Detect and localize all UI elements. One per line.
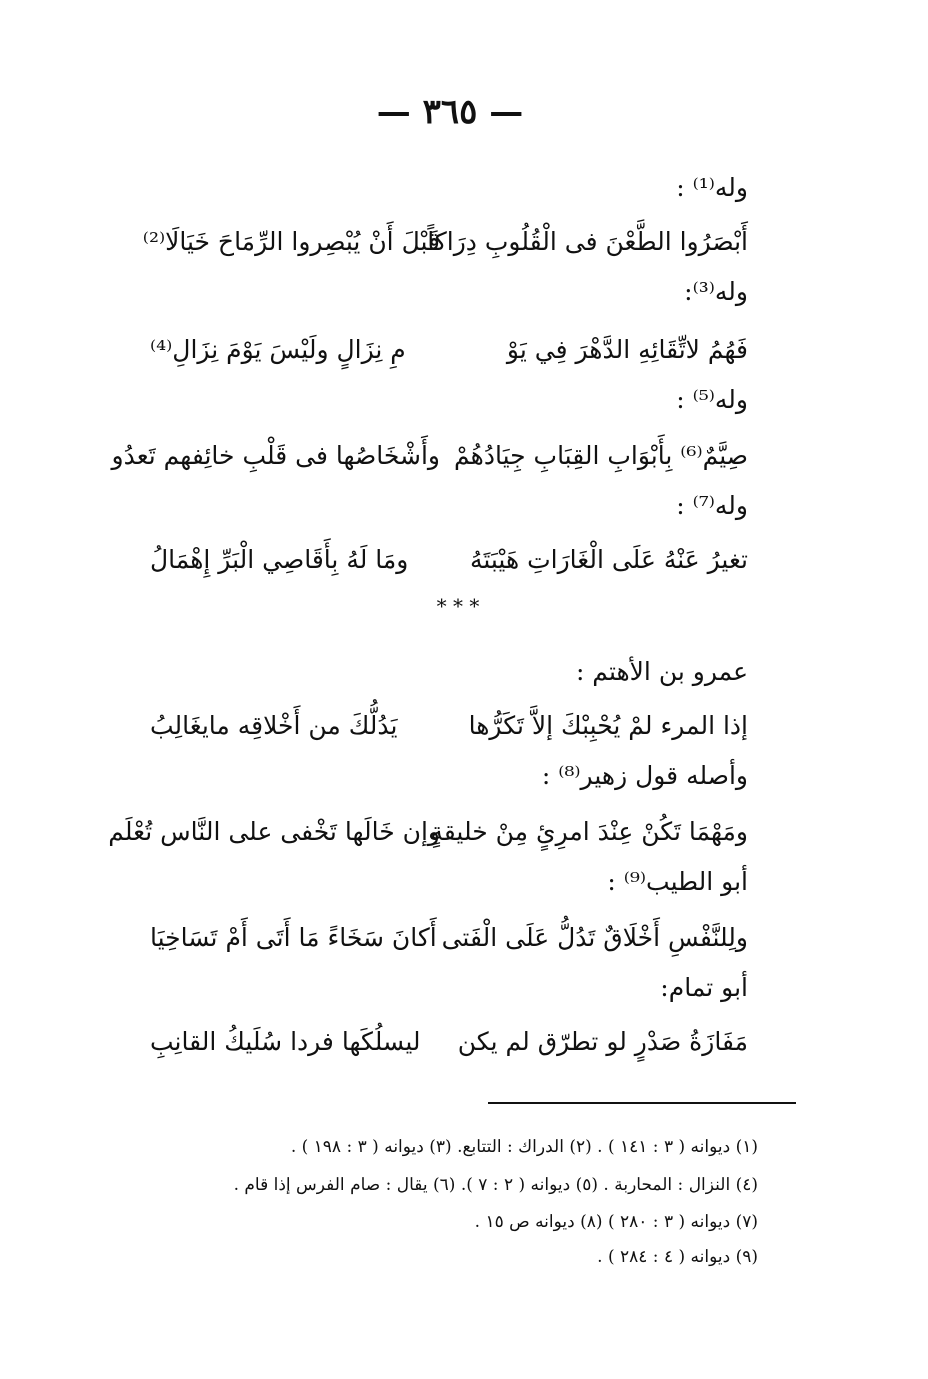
footnote-line: (٩) ديوانه ( ٤ : ٢٨٤ ) . xyxy=(597,1247,758,1267)
verse-second-hemistich: أَكانَ سَخَاءً مَا أَتَى أَمْ تَسَاخِيَا xyxy=(150,923,437,952)
verse-second-hemistich: وأَشْخَاصُها فى قَلْبِ خائِفهم تَعدُو xyxy=(111,441,440,470)
poet-heading: وله⁽⁵⁾ : xyxy=(676,385,748,414)
verse-second-hemistich: وإن خَالَها تَخْفى على النَّاس تُعْلَم xyxy=(108,817,440,846)
verse-second-hemistich: ليسلُكَها فردا سُلَيكُ القانِبِ xyxy=(150,1027,421,1056)
footnote-divider xyxy=(488,1102,796,1104)
footnote-line: (١) ديوانه ( ٣ : ١٤١ ) . (٢) الدراك : التتابع. (٣) ديوانه ( ٣ : ١٩٨ ) . xyxy=(290,1137,758,1157)
poet-heading: وله⁽³⁾: xyxy=(684,277,748,306)
poet-heading: وأصله قول زهير⁽⁸⁾ : xyxy=(541,761,748,790)
verse-second-hemistich: قَبْلَ أَنْ يُبْصِروا الرِّمَاحَ خَيَالَا⁽²⁾ xyxy=(142,227,440,256)
poet-heading: عمرو بن الأهتم : xyxy=(575,657,748,686)
verse-second-hemistich: يَدُلُّكَ من أَخْلاقِه مايغَالِبُ xyxy=(150,711,398,740)
footnote-line: (٤) النزال : المحاربة . (٥) ديوانه ( ٢ : ٧ ). (٦) يقال : صام الفرس إذا قام . xyxy=(233,1175,758,1195)
verse-second-hemistich: ومَا لَهُ بِأَقَاصِي الْبَرِّ إِهْمَالُ xyxy=(150,545,409,574)
verse-second-hemistich: مِ نِزَالٍ ولَيْسَ يَوْمَ نِزَالِ⁽⁴⁾ xyxy=(150,335,406,364)
verse-first-hemistich: إذا المرء لمْ يُحْبِبْكَ إلاَّ تَكَرُّها xyxy=(468,711,748,740)
page-number: — ٣٦٥ — xyxy=(376,92,524,132)
footnote-line: (٧) ديوانه ( ٣ : ٢٨٠ ) (٨) ديوانه ص ١٥ . xyxy=(474,1212,758,1232)
poet-heading: وله⁽⁷⁾ : xyxy=(676,491,748,520)
poet-heading: أبو الطيب⁽⁹⁾ : xyxy=(607,867,748,896)
verse-first-hemistich: صِيَّمٌ⁽⁶⁾ بِأَبْوَابِ القِبَابِ جِيَادُهُمْ xyxy=(454,441,748,470)
section-ornament: * * * xyxy=(436,594,480,618)
verse-first-hemistich: أَبْصَرُوا الطَّعْنَ فى الْقُلُوبِ دِرَاكاً xyxy=(427,227,748,256)
poet-heading: وله⁽¹⁾ : xyxy=(676,173,748,202)
verse-first-hemistich: تغيرُ عَنْهُ عَلَى الْغَارَاتِ هَيْبَتَهُ xyxy=(469,545,748,574)
verse-first-hemistich: فَهُمُ لاتِّقَائِهِ الدَّهْرَ فِي يَوْ xyxy=(506,335,748,364)
poet-heading: أبو تمام: xyxy=(660,973,748,1002)
verse-first-hemistich: ولِلنَّفْسِ أَخْلَاقٌ تَدُلُّ عَلَى الْفَتى xyxy=(441,923,748,952)
verse-first-hemistich: مَفَازَةُ صَدْرٍ لو تطرّق لم يكن xyxy=(457,1027,748,1056)
verse-first-hemistich: ومَهْمَا تَكُنْ عِنْدَ امرِئٍ مِنْ خليقةٍ xyxy=(430,817,748,846)
